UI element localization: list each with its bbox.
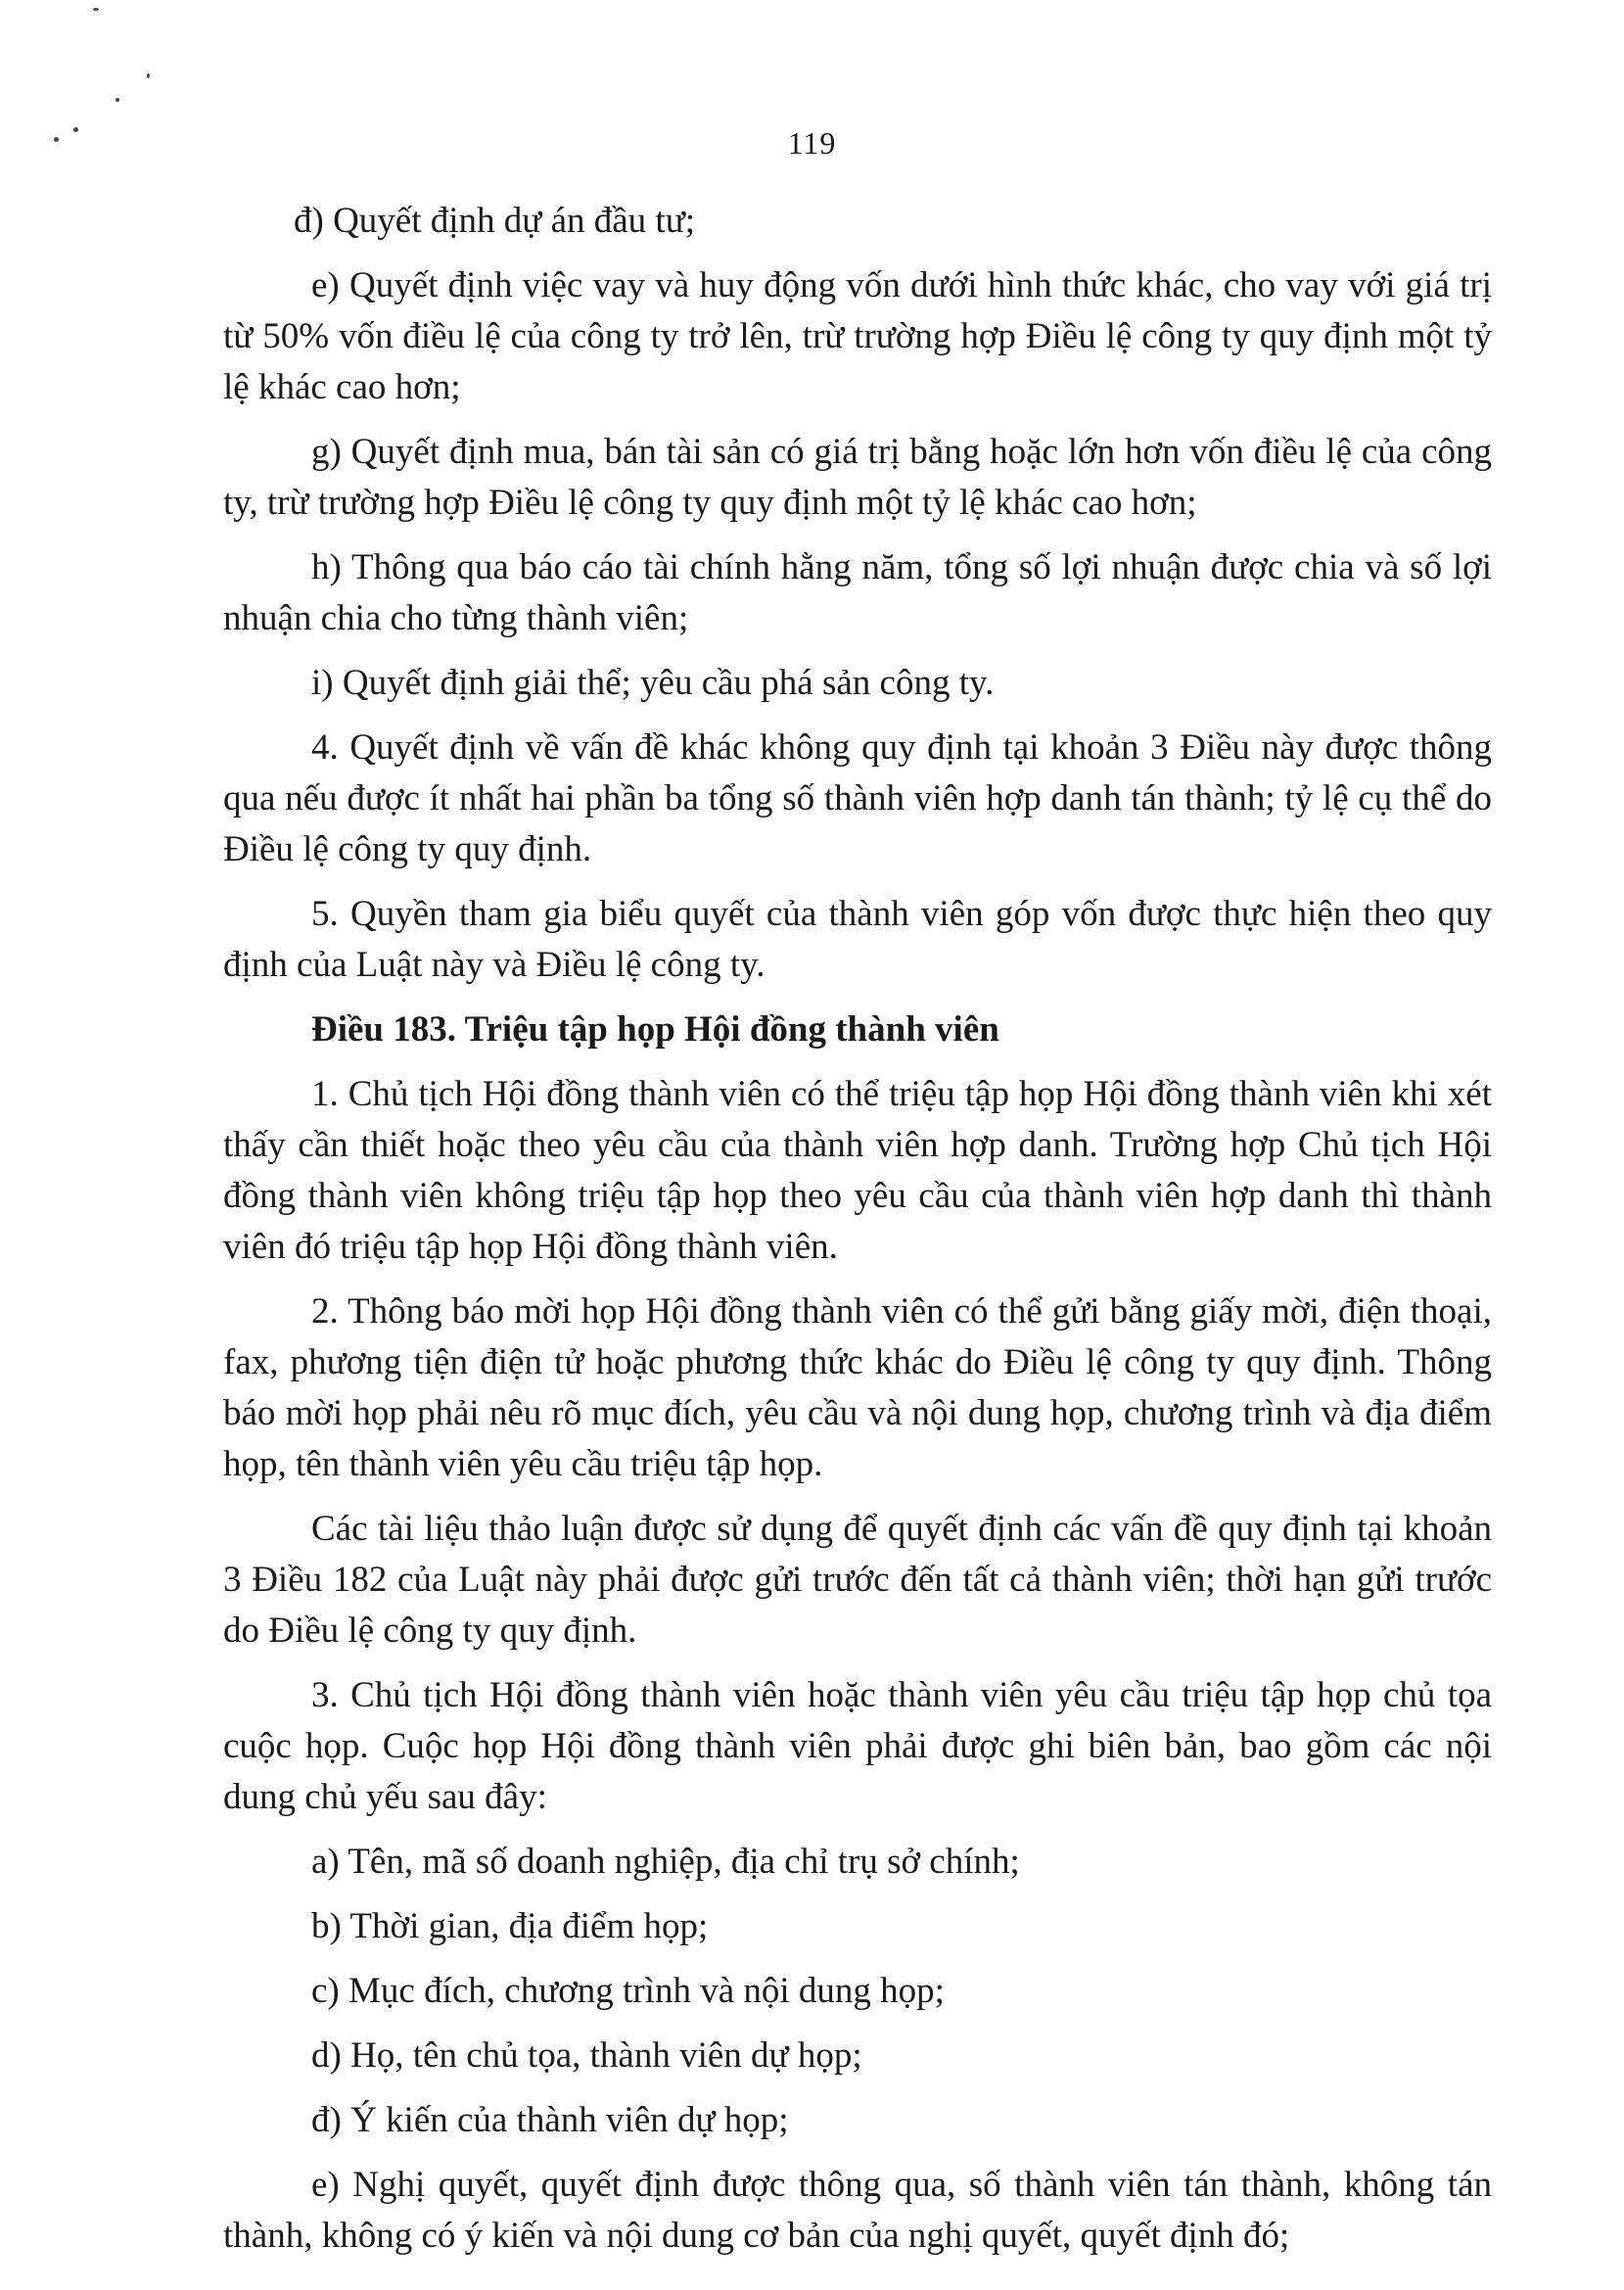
paragraph: Các tài liệu thảo luận được sử dụng để quyết định các vấn đề quy định tại khoản 3 Điều 182 của Luật này phải được gửi trước đến tất cả thành viên; thời hạn gửi trước do Điều lệ công ty quy định. [223,1509,1492,1651]
paragraph: 2. Thông báo mời họp Hội đồng thành viên có thể gửi bằng giấy mời, điện thoại, fax, phương tiện điện tử hoặc phương thức khác do Điều lệ công ty quy định. Thông báo mời họp phải nêu rõ mục đích, yêu cầu và nội dung họp, chương trình và địa điểm họp, tên thành viên yêu cầu triệu tập họp. [223,1291,1492,1484]
paragraph: c) Mục đích, chương trình và nội dung họp; [311,1971,945,2011]
paragraph: e) Nghị quyết, quyết định được thông qua, số thành viên tán thành, không tán thành, không có ý kiến và nội dung cơ bản của nghị quyết, quyết định đó; [223,2165,1492,2256]
paragraph: 5. Quyền tham gia biểu quyết của thành viên góp vốn được thực hiện theo quy định của Luật này và Điều lệ công ty. [223,894,1492,985]
paragraph: d) Họ, tên chủ tọa, thành viên dự họp; [311,2035,862,2076]
article-heading: Điều 183. Triệu tập họp Hội đồng thành viên [311,1009,999,1050]
paragraph: e) Quyết định việc vay và huy động vốn dưới hình thức khác, cho vay với giá trị từ 50% vốn điều lệ của công ty trở lên, trừ trường hợp Điều lệ công ty quy định một tỷ lệ khác cao hơn; [223,265,1492,407]
paragraph: b) Thời gian, địa điểm họp; [311,1906,709,1946]
paragraph: đ) Quyết định dự án đầu tư; [294,201,696,241]
page-number: 119 [787,125,837,161]
paragraph: 1. Chủ tịch Hội đồng thành viên có thể triệu tập họp Hội đồng thành viên khi xét thấy cần thiết hoặc theo yêu cầu của thành viên hợp danh. Trường hợp Chủ tịch Hội đồng thành viên không triệu tập họp theo yêu cầu của thành viên hợp danh thì thành viên đó triệu tập họp Hội đồng thành viên. [223,1074,1492,1267]
paragraph: a) Tên, mã số doanh nghiệp, địa chỉ trụ sở chính; [311,1842,1020,1882]
document-body [223,196,1492,2275]
paragraph: h) Thông qua báo cáo tài chính hằng năm, tổng số lợi nhuận được chia và số lợi nhuận chia cho từng thành viên; [223,547,1492,638]
scan-speck [147,73,150,78]
paragraph: 3. Chủ tịch Hội đồng thành viên hoặc thành viên yêu cầu triệu tập họp chủ tọa cuộc họp. Cuộc họp Hội đồng thành viên phải được ghi biên bản, bao gồm các nội dung chủ yếu sau đây: [223,1675,1492,1817]
paragraph: i) Quyết định giải thể; yêu cầu phá sản công ty. [311,663,995,703]
scan-speck [93,8,99,11]
paragraph: g) Quyết định mua, bán tài sản có giá trị bằng hoặc lớn hơn vốn điều lệ của công ty, trừ trường hợp Điều lệ công ty quy định một tỷ lệ khác cao hơn; [223,432,1492,523]
paragraph: 4. Quyết định về vấn đề khác không quy định tại khoản 3 Điều này được thông qua nếu được ít nhất hai phần ba tổng số thành viên hợp danh tán thành; tỷ lệ cụ thể do Điều lệ công ty quy định. [223,727,1492,869]
scan-speck [116,98,119,102]
paragraph: đ) Ý kiến của thành viên dự họp; [311,2100,789,2140]
